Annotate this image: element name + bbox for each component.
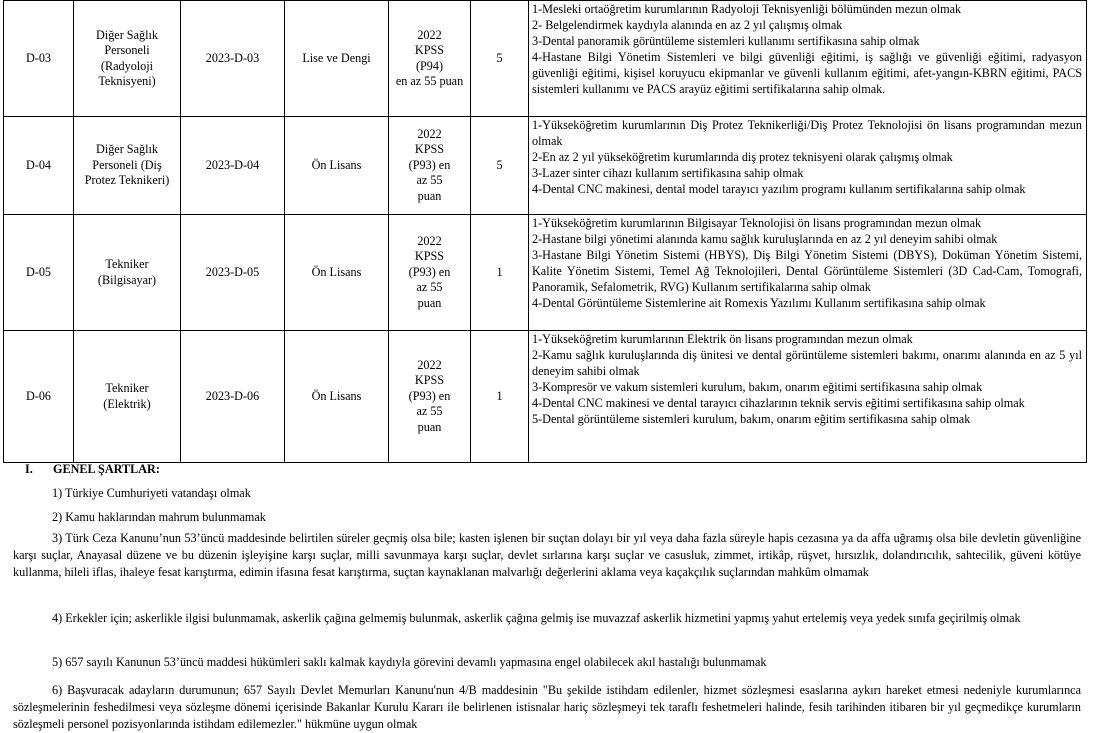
- special-requirements: [529, 215, 1087, 331]
- general-condition-item: [13, 654, 1081, 671]
- general-condition-text: 3) Türk Ceza Kanunu’nun 53’üncü maddesinde belirtilen süreler geçmiş olsa bile; kasten işlenen bir suçtan dolayı bir yıl veya daha fazla süreyle hapis cezasına ya da affa uğramış olsa bile devletin güvenliğine karşı suçlar, Anayasal düzene ve bu düzenin işleyişine karşı suçlar, milli savunmaya karşı suçlar, devlet sırlarına karşı suçlar ve casusluk, zimmet, irtikâp, rüşvet, hırsızlık, dolandırıcılık, sahtecilik, güveni kötüye kullanma, hileli iflas, ihaleye fesat karıştırma, edimin ifasına fesat karıştırma, suçtan kaynaklanan malvarlığı değerlerini aklama veya kaçakçılık suçlarından mahkûm olmamak: [13, 531, 1081, 579]
- education-level: Ön Lisans: [285, 117, 389, 215]
- exam-requirement-line: 2022: [417, 233, 442, 248]
- general-condition-text: 1) Türkiye Cumhuriyeti vatandaşı olmak: [52, 486, 251, 500]
- table-row: [4, 117, 1087, 215]
- position-title-line: Tekniker: [105, 257, 149, 272]
- exam-requirement-line: (P93) en: [408, 388, 451, 403]
- exam-requirement-line: KPSS: [414, 142, 445, 157]
- position-code: 2023-D-04: [181, 117, 285, 215]
- positions-table: [3, 0, 1087, 463]
- general-condition-text: 5) 657 sayılı Kanunun 53’üncü maddesi hükümleri saklı kalmak kaydıyla görevini devamlı yapmasına engel olabilecek akıl hastalığı bulunmamak: [52, 655, 767, 669]
- exam-requirement-line: 2022: [417, 27, 442, 42]
- general-condition-text: 2) Kamu haklarından mahrum bulunmamak: [52, 510, 266, 524]
- row-code: D-05: [4, 215, 74, 331]
- position-title: [74, 117, 181, 215]
- requirement-item: 3-Lazer sinter cihazı kullanım sertifikasına sahip olmak: [532, 166, 804, 180]
- special-requirements: [529, 117, 1087, 215]
- requirement-item: 2- Belgelendirmek kaydıyla alanında en az 2 yıl çalışmış olmak: [532, 18, 843, 32]
- requirement-item: 2-Kamu sağlık kuruluşlarında diş ünitesi ve dental görüntüleme sistemleri bakımı, onarımı alanında en az 5 yıl deneyim sahibi olmak: [532, 348, 1082, 378]
- education-level: Ön Lisans: [285, 215, 389, 331]
- exam-requirement-line: en az 55 puan: [395, 73, 464, 88]
- general-condition-text: 4) Erkekler için; askerlikle ilgisi bulunmamak, askerlik çağına gelmemiş bulunmak, askerlik çağına gelmiş ise muvazzaf askerlik hizmetini yapmış yahut ertelemiş veya yedek sınıfa geçirilmiş olmak: [52, 611, 1021, 625]
- general-condition-item: [13, 682, 1081, 733]
- exam-requirement-line: (P93) en: [408, 264, 451, 279]
- exam-requirement: [389, 117, 471, 215]
- position-title-line: Protez Teknikeri): [84, 173, 170, 188]
- position-title-line: Diğer Sağlık: [96, 27, 158, 42]
- exam-requirement-line: puan: [417, 419, 442, 434]
- general-condition-item: [13, 606, 1081, 630]
- requirement-item: 4-Dental Görüntüleme Sistemlerine ait Romexis Yazılımı Kullanım sertifikasına sahip olmak: [532, 296, 986, 310]
- exam-requirement-line: puan: [417, 188, 442, 203]
- exam-requirement-line: az 55: [416, 280, 443, 295]
- special-requirements: [529, 331, 1087, 463]
- requirement-item: 2-En az 2 yıl yükseköğretim kurumlarında diş protez teknisyeni olarak çalışmış olmak: [532, 150, 953, 164]
- requirement-item: 3-Kompresör ve vakum sistemleri kurulum, bakım, onarım eğitimi sertifikasına sahip olmak: [532, 380, 983, 394]
- position-title-line: Personeli: [104, 43, 150, 58]
- table-row: [4, 331, 1087, 463]
- exam-requirement-line: (P93) en: [408, 157, 451, 172]
- general-condition-item: [13, 530, 1081, 581]
- exam-requirement-line: (P94): [415, 58, 444, 73]
- position-title-line: Diğer Sağlık: [96, 142, 158, 157]
- position-title-line: Personeli (Diş: [92, 157, 162, 172]
- row-code: D-06: [4, 331, 74, 463]
- position-title: [74, 215, 181, 331]
- exam-requirement: [389, 215, 471, 331]
- exam-requirement: [389, 1, 471, 117]
- requirement-item: 3-Hastane Bilgi Yönetim Sistemi (HBYS), Diş Bilgi Yönetim Sistemi (DBYS), Doküman Yönetim Sistemi, Kalite Yönetim Sistemi, Temel Ağ Teknolojileri, Dental Görüntüleme Sistemleri (3D Cad-Cam, Tomografi, Panoramik, Sefalometrik, RVG) Kullanım sertifikalarına sahip olmak: [532, 248, 1082, 294]
- exam-requirement-line: KPSS: [414, 249, 445, 264]
- requirement-item: 1-Yükseköğretim kurumlarının Bilgisayar Teknolojisi ön lisans programından mezun olmak: [532, 216, 982, 230]
- quota: 1: [471, 215, 529, 331]
- exam-requirement-line: 2022: [417, 126, 442, 141]
- quota: 5: [471, 117, 529, 215]
- position-title: [74, 331, 181, 463]
- row-code: D-04: [4, 117, 74, 215]
- exam-requirement-line: 2022: [417, 357, 442, 372]
- special-requirements: [529, 1, 1087, 117]
- exam-requirement: [389, 331, 471, 463]
- exam-requirement-line: puan: [417, 295, 442, 310]
- position-title-line: Tekniker: [105, 381, 149, 396]
- requirement-item: 1-Mesleki ortaöğretim kurumlarının Radyoloji Teknisyenliği bölümünden mezun olmak: [532, 2, 962, 16]
- section-number: I.: [25, 462, 33, 476]
- general-condition-item: [13, 509, 1081, 526]
- requirement-item: 4-Hastane Bilgi Yönetim Sistemleri ve bilgi güvenliği eğitimi, iş sağlığı ve güvenliği eğitimi, radyasyon güvenliği eğitimi, kişisel koruyucu ekipmanlar ve güvenli kullanım eğitimi, afet-yangın-KBRN eğitimi, PACS sistemleri kullanımı ve PACS arayüz eğitimi sertifikalarına sahip olmak.: [532, 50, 1082, 96]
- general-condition-text: 6) Başvuracak adayların durumunun; 657 Sayılı Devlet Memurları Kanunu'nun 4/B maddesinin "Bu şekilde istihdam edilenler, hizmet sözleşmesi esaslarına aykırı hareket etmesi nedeniyle kurumlarınca sözleşmelerinin feshedilmesi veya sözleşme dönemi içerisinde Bakanlar Kurulu Kararı ile belirlenen istisnalar hariç sözleşmeyi tek taraflı feshetmeleri halinde, fesih tarihinden itibaren bir yıl geçmedikçe kurumların sözleşmeli personel pozisyonlarında istihdam edilemezler." hükmüne uygun olmak: [13, 683, 1081, 731]
- requirement-item: 4-Dental CNC makinesi ve dental tarayıcı cihazlarının teknik servis eğitimi sertifikasına sahip olmak: [532, 396, 1025, 410]
- requirement-item: 1-Yükseköğretim kurumlarının Diş Protez Teknikerliği/Diş Protez Teknolojisi ön lisans programından mezun olmak: [532, 118, 1082, 148]
- position-code: 2023-D-03: [181, 1, 285, 117]
- requirement-item: 2-Hastane bilgi yönetimi alanında kamu sağlık kuruluşlarında en az 2 yıl deneyim sahibi olmak: [532, 232, 998, 246]
- position-code: 2023-D-06: [181, 331, 285, 463]
- position-title-line: (Radyoloji: [100, 58, 154, 73]
- education-level: Lise ve Dengi: [285, 1, 389, 117]
- requirement-item: 3-Dental panoramik görüntüleme sistemleri kullanımı sertifikasına sahip olmak: [532, 34, 920, 48]
- position-title-line: Teknisyeni): [98, 73, 156, 88]
- position-title-line: (Elektrik): [103, 396, 151, 411]
- quota: 5: [471, 1, 529, 117]
- exam-requirement-line: az 55: [416, 404, 443, 419]
- requirement-item: 1-Yükseköğretim kurumlarının Elektrik ön lisans programından mezun olmak: [532, 332, 913, 346]
- exam-requirement-line: az 55: [416, 173, 443, 188]
- education-level: Ön Lisans: [285, 331, 389, 463]
- table-row: [4, 1, 1087, 117]
- requirement-item: 4-Dental CNC makinesi, dental model tarayıcı yazılım programı kullanım sertifikalarına sahip olmak: [532, 182, 1026, 196]
- general-conditions-heading: [25, 461, 160, 477]
- position-title: [74, 1, 181, 117]
- exam-requirement-line: KPSS: [414, 43, 445, 58]
- section-title: GENEL ŞARTLAR:: [53, 462, 160, 476]
- quota: 1: [471, 331, 529, 463]
- position-title-line: (Bilgisayar): [97, 272, 157, 287]
- table-row: [4, 215, 1087, 331]
- position-code: 2023-D-05: [181, 215, 285, 331]
- exam-requirement-line: KPSS: [414, 373, 445, 388]
- general-condition-item: [13, 485, 1081, 502]
- row-code: D-03: [4, 1, 74, 117]
- requirement-item: 5-Dental görüntüleme sistemleri kurulum, bakım, onarım eğitim sertifikasına sahip olmak: [532, 412, 971, 426]
